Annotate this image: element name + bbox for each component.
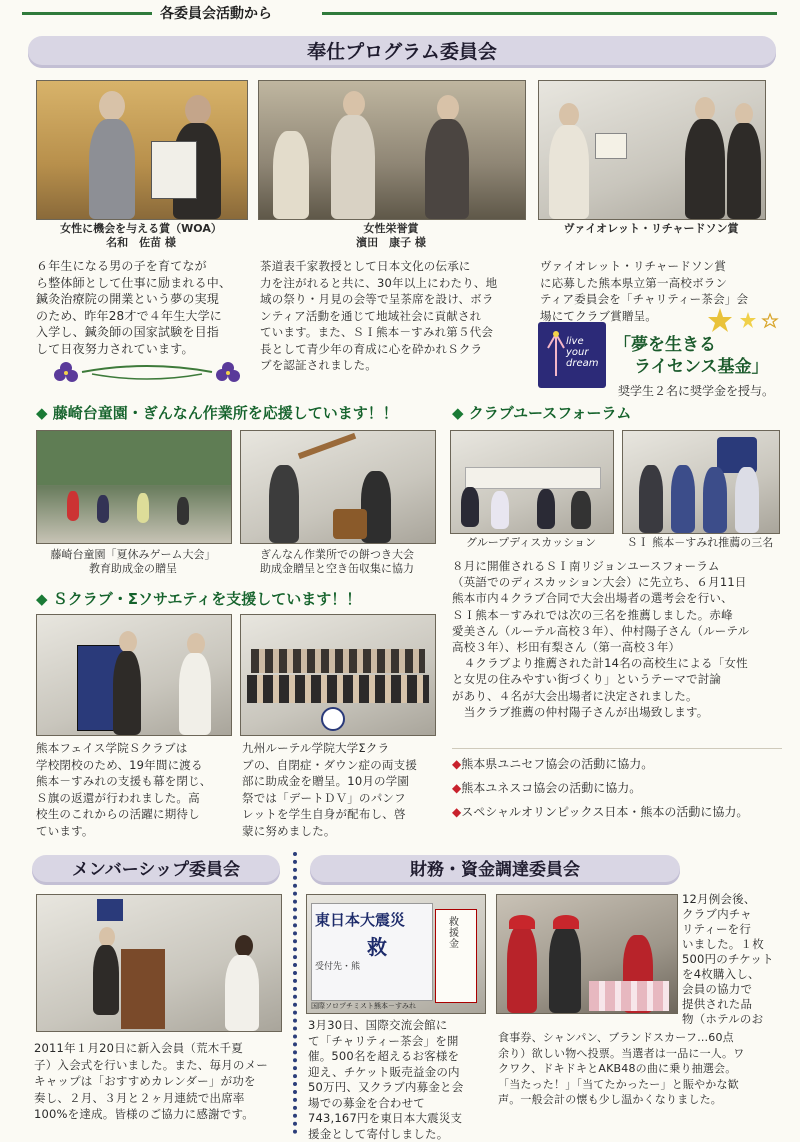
text-line: 祭では「デートＤＶ」のパンフ — [242, 790, 438, 807]
dream-fund-title-1: 「夢を生きる — [614, 334, 768, 356]
text-line: 3月30日、国際交流会館に — [308, 1018, 498, 1034]
donation-sign-title: 東日本大震災 — [315, 909, 405, 930]
award-text-woa — [36, 258, 248, 357]
youth-heading — [452, 402, 631, 423]
fujisaki-heading — [36, 402, 398, 423]
text-line: のため、昨年28才で４年生大学に — [36, 308, 248, 325]
text-line: ブを認証されました。 — [260, 357, 526, 374]
award-caption-violet — [538, 222, 764, 236]
text-line: があり、４名が大会出場者に決定されました。 — [452, 688, 782, 704]
diamond-icon: ◆ — [452, 404, 469, 422]
text-line: ブの、自閉症・ダウン症の両支援 — [242, 757, 438, 774]
text-line: 場にてクラブ賞贈呈。 — [540, 308, 770, 325]
text-line: 「当たった！」「当てたかったー」と賑やかな歓 — [498, 1077, 788, 1093]
award-text-honor — [260, 258, 526, 374]
text-line: ています。また、ＳＩ熊本－すみれ第５代会 — [260, 324, 526, 341]
award-caption-honor — [258, 222, 524, 250]
cooperation-text: 熊本ユネスコ協会の活動に協力。 — [461, 781, 641, 795]
live-your-dream-logo — [538, 322, 606, 388]
finance-committee-banner: 財務・資金調達委員会 — [310, 855, 680, 885]
text-line: ＳＩ熊本－すみれでは次の三名を推薦しました。赤峰 — [452, 607, 782, 623]
sclub-photo-flag — [36, 614, 232, 736]
text-line: ティア委員会を「チャリティー茶会」会 — [540, 291, 770, 308]
youth-photo-discussion — [450, 430, 614, 534]
text-line: 50万円、又クラブ内募金と会 — [308, 1080, 498, 1096]
fujisaki-heading-text: 藤崎台童園・ぎんなん作業所を応援しています！！ — [53, 404, 398, 422]
text-line: 蒙に努めました。 — [242, 823, 438, 840]
text-line: 校生のこれからの活躍に期待し — [36, 806, 236, 823]
text-line: 長として青少年の育成に心を砕かれＳクラ — [260, 341, 526, 358]
caption-line: ぎんなん作業所での餅つき大会 — [240, 548, 434, 562]
page-title: 各委員会活動から — [160, 3, 272, 23]
cooperation-text: 熊本県ユニセフ協会の活動に協力。 — [461, 757, 653, 771]
text-line: 部に助成金を贈呈。10月の学園 — [242, 773, 438, 790]
youth-photo-discussion-caption: グループディスカッション — [450, 536, 612, 550]
award-photo-woa — [36, 80, 248, 220]
text-line: 場での募金を合わせて — [308, 1096, 498, 1112]
text-line: 愛美さん（ルーテル高校３年）、仲村陽子さん（ルーテル — [452, 623, 782, 639]
youth-text — [452, 558, 782, 720]
red-diamond-icon: ◆ — [452, 757, 461, 771]
text-line: 2011年１月20日に新入会員（荒木千夏 — [34, 1040, 288, 1057]
text-line: 援金として寄付しました。 — [308, 1127, 498, 1142]
text-line: 催。500名を超えるお客様を — [308, 1049, 498, 1065]
finance-photo-lottery — [496, 894, 678, 1014]
dream-fund-note: 奨学生２名に奨学金を授与。 — [618, 382, 774, 399]
text-line: ヴァイオレット・リチャードソン賞 — [540, 258, 770, 275]
text-line: と女児の住みやすい街づくり」というテーマで討論 — [452, 671, 782, 687]
text-line: 鍼灸治療院の開業という夢の実現 — [36, 291, 248, 308]
text-line: 当クラブ推薦の仲村陽子さんが出場致します。 — [452, 704, 782, 720]
cooperation-item-unesco — [452, 780, 641, 796]
text-line: 域の祭り・月見の会等で呈茶席を設け、ボラ — [260, 291, 526, 308]
text-line: いました。１枚 — [682, 937, 782, 952]
text-line: 500円のチケット — [682, 952, 782, 967]
text-line: 子）入会式を行いました。また、毎月のメー — [34, 1057, 288, 1074]
finance-text-charity-bottom — [498, 1030, 788, 1108]
fujisaki-photo-mochi — [240, 430, 436, 544]
sclub-photo-group — [240, 614, 436, 736]
cooperation-divider — [452, 748, 782, 749]
violet-flower-ornament — [52, 358, 242, 386]
text-line: （英語でのディスカッション大会）に先立ち、６月11日 — [452, 574, 782, 590]
text-line: リティーを行 — [682, 922, 782, 937]
youth-photo-three-caption: ＳＩ 熊本－すみれ推薦の三名 — [622, 536, 778, 550]
caption-line: 藤崎台童園「夏休みゲーム大会」 — [36, 548, 230, 562]
text-line: 物（ホテルのお — [682, 1012, 782, 1027]
text-line: 茶道表千家教授として日本文化の伝承に — [260, 258, 526, 275]
sclub-heading-text: Ｓクラブ・Σソサエティを支援しています！！ — [53, 590, 361, 608]
award-caption-woa — [36, 222, 246, 250]
text-line: レットを学生自身が配布し、啓 — [242, 806, 438, 823]
column-divider-dots — [293, 852, 297, 1134]
membership-committee-banner: メンバーシップ委員会 — [32, 855, 280, 885]
text-line: 力を注がれると共に、30年以上にわたり、地 — [260, 275, 526, 292]
finance-text-charity-top — [682, 892, 782, 1027]
text-line: 入学し、鍼灸師の国家試験を目指 — [36, 324, 248, 341]
text-line: 余り）欲しい物へ投票。当選者は一品に一人。ワ — [498, 1046, 788, 1062]
text-line: を4枚購入し、 — [682, 967, 782, 982]
text-line: 熊本－すみれの支援も幕を閉じ、 — [36, 773, 236, 790]
diamond-icon: ◆ — [36, 590, 53, 608]
cooperation-item-unicef — [452, 756, 653, 772]
award-title-violet: ヴァイオレット・リチャードソン賞 — [538, 222, 764, 236]
text-line: キャップは「おすすめカレンダー」が功を — [34, 1073, 288, 1090]
text-line: 会員の協力で — [682, 982, 782, 997]
award-photo-violet — [538, 80, 766, 220]
text-line: 学校閉校のため、19年間に渡る — [36, 757, 236, 774]
membership-photo — [36, 894, 282, 1032]
donation-envelope-label: 救援金 — [449, 917, 461, 950]
text-line: ６年生になる男の子を育てなが — [36, 258, 248, 275]
sclub-text-lutheran — [242, 740, 438, 839]
text-line: ンティア活動を通じて地域社会に貢献され — [260, 308, 526, 325]
cooperation-text: スペシャルオリンピックス日本・熊本の活動に協力。 — [461, 805, 748, 819]
text-line: クラブ内チャ — [682, 907, 782, 922]
dream-logo-text — [566, 336, 598, 369]
youth-heading-text: クラブユースフォーラム — [469, 404, 632, 422]
cooperation-item-special-olympics — [452, 804, 748, 820]
finance-photo-donation — [306, 894, 486, 1014]
sclub-text-faith — [36, 740, 236, 839]
award-recipient-woa: 名和 佐苗 様 — [36, 236, 246, 250]
text-line: クワク、ドキドキとAKB48の曲に乗り抽選会。 — [498, 1061, 788, 1077]
text-line: て「チャリティー茶会」を開 — [308, 1034, 498, 1050]
text-line: 高校３年）、杉田有梨さん（第一高校３年） — [452, 639, 782, 655]
award-title-woa: 女性に機会を与える賞（WOA） — [36, 222, 246, 236]
dream-fund-title — [614, 334, 768, 378]
donation-sign-receiver: 受付先・熊 — [315, 959, 360, 972]
text-line: 九州ルーテル学院大学Σクラ — [242, 740, 438, 757]
sclub-heading — [36, 588, 361, 609]
text-line: 12月例会後、 — [682, 892, 782, 907]
text-line: 熊本市内４クラブ合同で大会出場者の選考会を行い、 — [452, 590, 782, 606]
fujisaki-photo-game — [36, 430, 232, 544]
diamond-icon: ◆ — [36, 404, 53, 422]
text-line: 熊本フェイス学院Ｓクラブは — [36, 740, 236, 757]
donation-sign-char: 救 — [367, 931, 387, 960]
award-photo-honor — [258, 80, 526, 220]
dream-logo-line3: dream — [566, 358, 598, 369]
text-line: ら整体師として仕事に励まれる中、 — [36, 275, 248, 292]
text-line: 迎え、チケット販売益金の内 — [308, 1065, 498, 1081]
stars-ornament — [706, 306, 782, 336]
header-rule-right — [322, 12, 777, 15]
text-line: 食事券、シャンパン、ブランドスカーフ…60点 — [498, 1030, 788, 1046]
red-diamond-icon: ◆ — [452, 805, 461, 819]
caption-line: 教育助成金の贈呈 — [36, 562, 230, 576]
award-title-honor: 女性栄誉賞 — [258, 222, 524, 236]
text-line: ています。 — [36, 823, 236, 840]
text-line: 100%を達成。皆様のご協力に感謝です。 — [34, 1106, 288, 1123]
text-line: 声。一般会計の懐も少し温かくなりました。 — [498, 1092, 788, 1108]
finance-text-teaparty — [308, 1018, 498, 1142]
caption-line: 助成金贈呈と空き缶収集に協力 — [240, 562, 434, 576]
service-committee-banner: 奉仕プログラム委員会 — [28, 36, 776, 68]
red-diamond-icon: ◆ — [452, 781, 461, 795]
donation-sign-club: 国際ソロプチミスト熊本－すみれ — [311, 1001, 416, 1011]
fujisaki-photo-mochi-caption — [240, 548, 434, 576]
dream-fund-title-2: ライセンス基金」 — [614, 356, 768, 378]
dream-logo-line1: live — [566, 336, 598, 347]
youth-photo-three — [622, 430, 780, 534]
fujisaki-photo-game-caption — [36, 548, 230, 576]
dream-logo-line2: your — [566, 347, 598, 358]
text-line: ４クラブより推薦された計14名の高校生による「女性 — [452, 655, 782, 671]
text-line: 奏し、２月、３月と２ヶ月連続で出席率 — [34, 1090, 288, 1107]
text-line: Ｓ旗の返還が行われました。高 — [36, 790, 236, 807]
dream-figure-icon — [544, 330, 568, 380]
text-line: ８月に開催されるＳＩ南リジョンユースフォーラム — [452, 558, 782, 574]
membership-text — [34, 1040, 288, 1123]
header-rule-left — [22, 12, 152, 15]
award-recipient-honor: 濱田 康子 様 — [258, 236, 524, 250]
text-line: 提供された品 — [682, 997, 782, 1012]
text-line: に応募した熊本県立第一高校ボラン — [540, 275, 770, 292]
text-line: して日夜努力されています。 — [36, 341, 248, 358]
text-line: 743,167円を東日本大震災支 — [308, 1111, 498, 1127]
